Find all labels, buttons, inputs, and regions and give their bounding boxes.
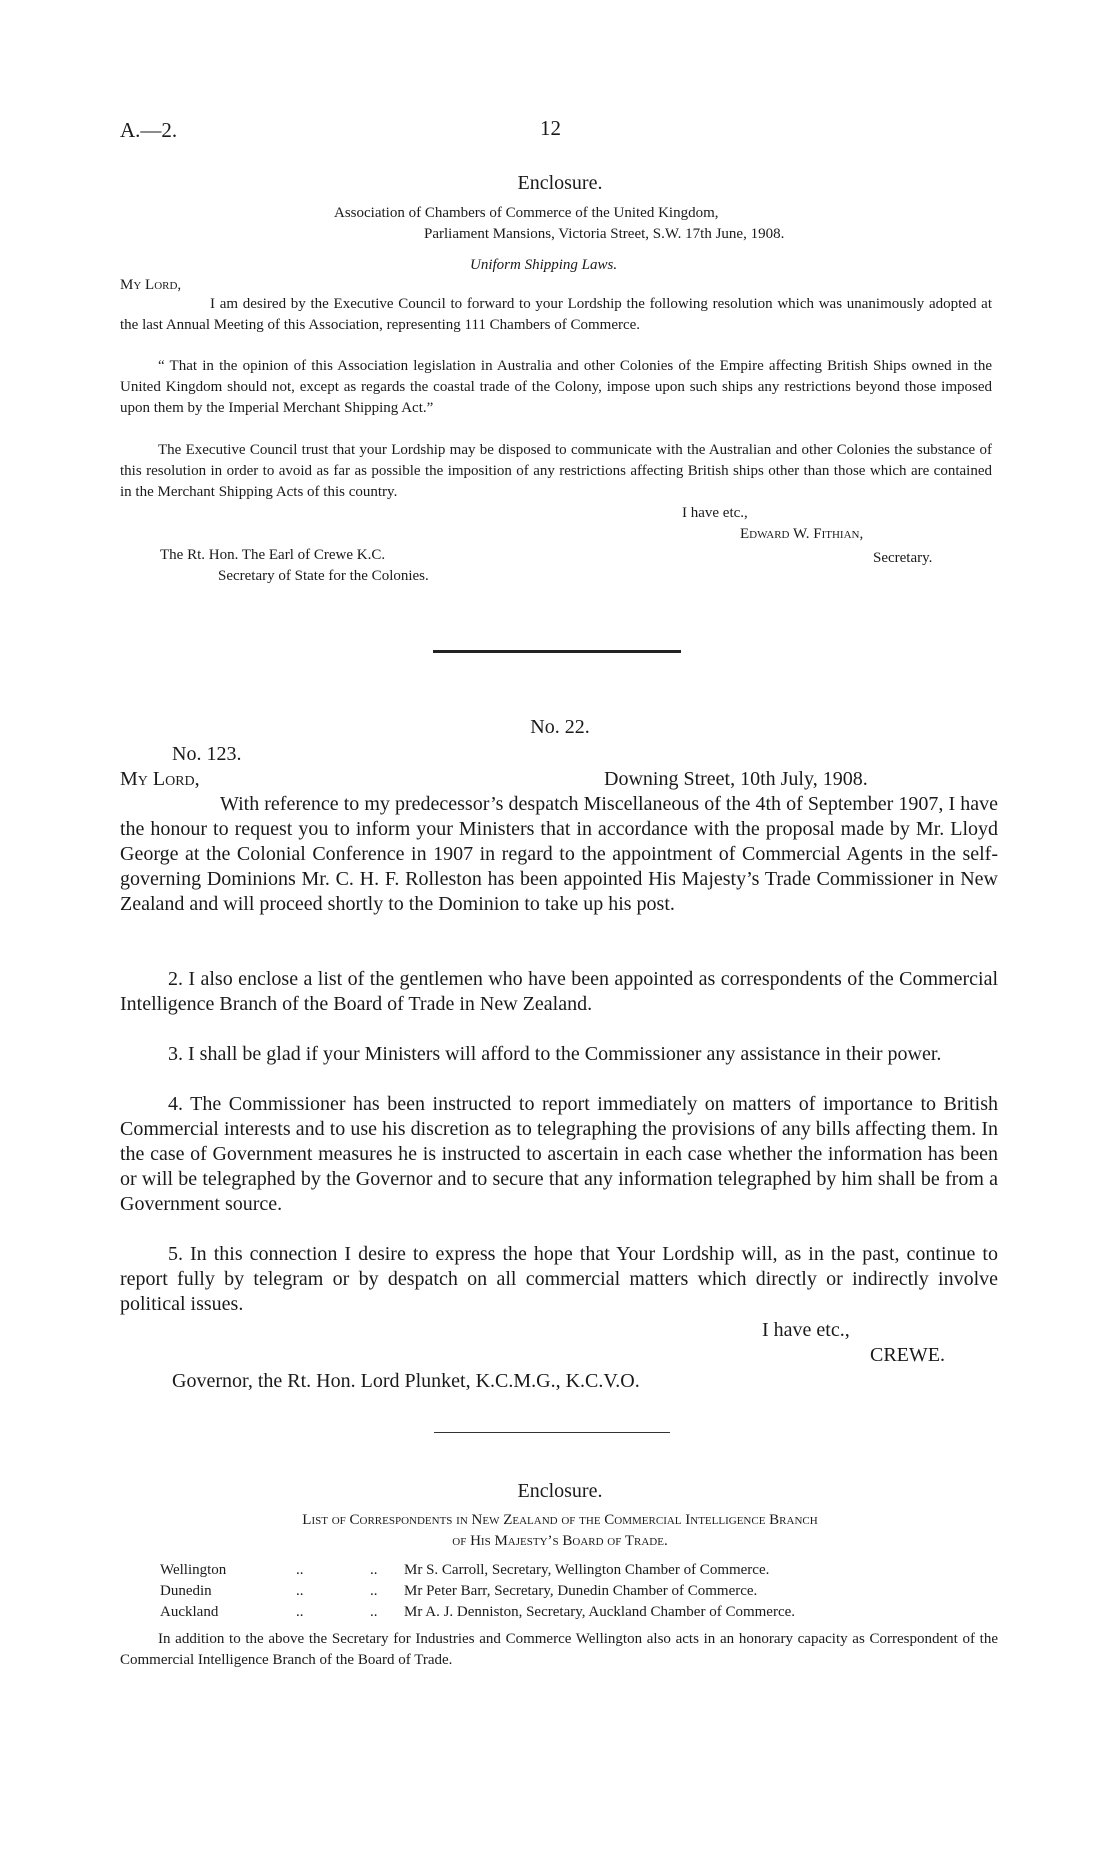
- despatch-para-3: 3. I shall be glad if your Ministers will afford to the Commissioner any assistance in their power.: [168, 1043, 942, 1065]
- leader-dots: ..: [370, 1562, 378, 1578]
- correspondent-city: Auckland: [160, 1604, 219, 1620]
- correspondent-name: Mr S. Carroll, Secretary, Wellington Chamber of Commerce.: [404, 1562, 770, 1578]
- despatch-para-4: 4. The Commissioner has been instructed to report immediately on matters of importance to British Commercial interests and to use his discretion as to telegraphing the provisions of any bills affecting them. In the case of Government measures he is instructed to ascertain in each case whether the information has been or will be telegraphed by the Governor and to secure that any information telegraphed by him shall be from a Government source.: [120, 1093, 998, 1215]
- despatch-signature: CREWE.: [870, 1344, 945, 1366]
- leader-dots: ..: [370, 1583, 378, 1599]
- enclosure-heading: Enclosure.: [517, 172, 603, 194]
- despatch-salutation: My Lord,: [120, 768, 200, 790]
- despatch-ref-number: No. 123.: [172, 743, 242, 765]
- page-number: 12: [540, 116, 561, 140]
- list-title-line-1: List of Correspondents in New Zealand of the Commercial Intelligence Branch: [302, 1512, 818, 1528]
- despatch-heading: No. 22.: [530, 716, 590, 738]
- despatch-place-date: Downing Street, 10th July, 1908.: [604, 768, 868, 790]
- signatory-title: Secretary.: [873, 550, 933, 566]
- list-title-line-2: of His Majesty’s Board of Trade.: [452, 1533, 668, 1549]
- correspondent-name: Mr Peter Barr, Secretary, Dunedin Chamber of Commerce.: [404, 1583, 758, 1599]
- addressee-office: Secretary of State for the Colonies.: [218, 568, 429, 584]
- despatch-addressee: Governor, the Rt. Hon. Lord Plunket, K.C.M.G., K.C.V.O.: [172, 1370, 640, 1392]
- correspondent-name: Mr A. J. Denniston, Secretary, Auckland Chamber of Commerce.: [404, 1604, 796, 1620]
- salutation: My Lord,: [120, 277, 182, 293]
- resolution-intro: I am desired by the Executive Council to forward to your Lordship the following resolution which was unanimously adopted at the last Annual Meeting of this Association, representing 111 Chambers of Commerce.: [120, 296, 992, 333]
- addressee-name: The Rt. Hon. The Earl of Crewe K.C.: [160, 547, 386, 563]
- section-divider: [433, 650, 681, 653]
- enclosure-2-heading: Enclosure.: [517, 1480, 603, 1502]
- leader-dots: ..: [296, 1562, 304, 1578]
- correspondent-city: Wellington: [160, 1562, 227, 1578]
- despatch-closing: I have etc.,: [762, 1319, 850, 1341]
- leader-dots: ..: [370, 1604, 378, 1620]
- closing: I have etc.,: [682, 505, 748, 521]
- signatory-name: Edward W. Fithian,: [740, 526, 864, 542]
- section-divider-2: [434, 1432, 670, 1433]
- page-ref: A.—2.: [120, 118, 178, 142]
- letter-subject: Uniform Shipping Laws.: [470, 257, 618, 273]
- enclosure-note: In addition to the above the Secretary for Industries and Commerce Wellington also acts in an honorary capacity as Correspondent of the Commercial Intelligence Branch of the Board of Trade.: [120, 1631, 998, 1668]
- association-address: Parliament Mansions, Victoria Street, S.W. 17th June, 1908.: [424, 226, 785, 242]
- despatch-para-2: 2. I also enclose a list of the gentlemen who have been appointed as correspondents of the Commercial Intelligence Branch of the Board of Trade in New Zealand.: [120, 968, 998, 1015]
- despatch-para-5: 5. In this connection I desire to express the hope that Your Lordship will, as in the past, continue to report fully by telegram or by despatch on all commercial matters which directly or indirectly involve political issues.: [120, 1243, 998, 1315]
- despatch-para-1: With reference to my predecessor’s despatch Miscellaneous of the 4th of September 1907, I have the honour to request you to inform your Ministers that in accordance with the proposal made by Mr. Lloyd George at the Colonial Conference in 1907 in regard to the appointment of Commercial Agents in the self-governing Dominions Mr. C. H. F. Rolleston has been appointed His Majesty’s Trade Commissioner in New Zealand and will proceed shortly to the Dominion to take up his post.: [120, 793, 998, 915]
- correspondent-city: Dunedin: [160, 1583, 212, 1599]
- association-name: Association of Chambers of Commerce of the United Kingdom,: [334, 205, 719, 221]
- resolution-text: “ That in the opinion of this Association legislation in Australia and other Colonies of the Empire affecting British Ships owned in the United Kingdom should not, except as regards the coastal trade of the Colony, impose upon such ships any restrictions beyond those imposed upon them by the Imperial Merchant Shipping Act.”: [120, 358, 992, 416]
- leader-dots: ..: [296, 1583, 304, 1599]
- leader-dots: ..: [296, 1604, 304, 1620]
- resolution-request: The Executive Council trust that your Lordship may be disposed to communicate with the Australian and other Colonies the substance of this resolution in order to avoid as far as possible the imposition of any restrictions affecting British ships other than those which are contained in the Merchant Shipping Acts of this country.: [120, 442, 992, 500]
